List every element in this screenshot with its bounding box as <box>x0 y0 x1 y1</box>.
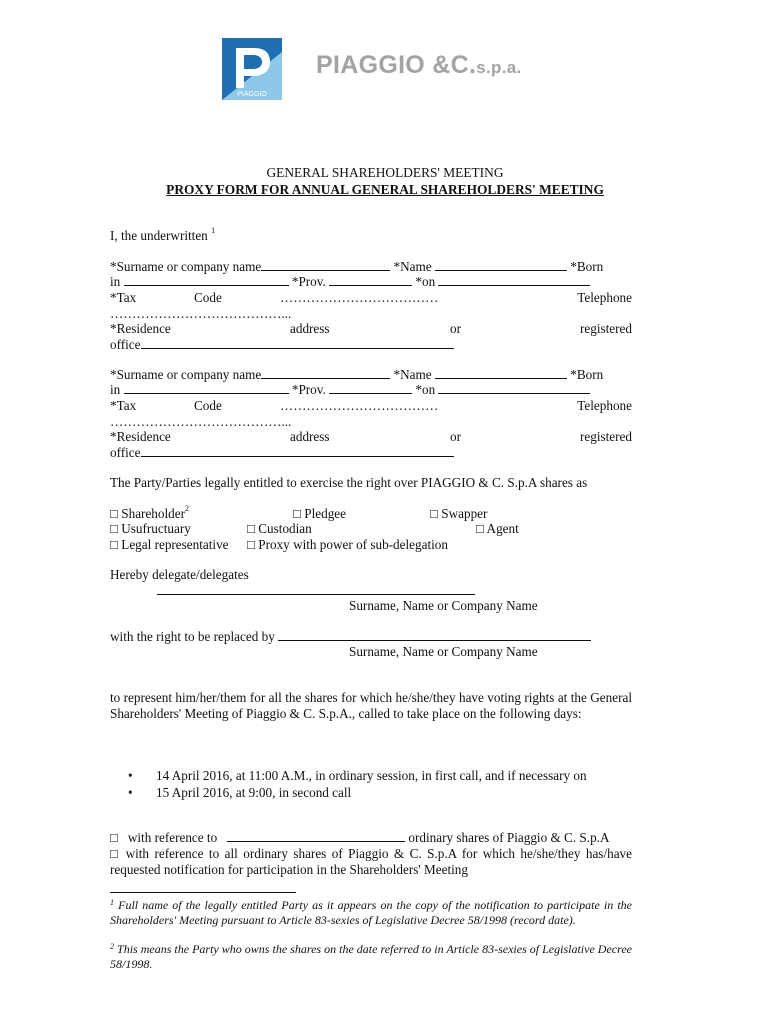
brand-rest: &C. <box>425 51 477 79</box>
party1-row6 <box>110 337 454 353</box>
birthplace-field[interactable] <box>124 382 289 394</box>
surname-label: *Surname or company name <box>110 367 262 382</box>
telephone-label: Telephone <box>577 290 632 305</box>
prov-field[interactable] <box>329 382 412 394</box>
address-label: address <box>290 321 330 336</box>
tax-code-field[interactable]: ……………………………… <box>280 398 439 413</box>
party2-row2 <box>110 382 632 398</box>
footnote-ref-1: 1 <box>211 226 216 235</box>
delegate-caption: Surname, Name or Company Name <box>349 598 538 613</box>
party2-row5 <box>110 429 632 445</box>
name-field[interactable] <box>435 259 567 271</box>
replacement-caption: Surname, Name or Company Name <box>349 644 538 659</box>
office-label: office <box>110 445 141 460</box>
footnote-number: 2 <box>110 942 114 951</box>
tax-label: *Tax <box>110 290 137 305</box>
prov-label: *Prov. <box>291 274 326 289</box>
prov-label: *Prov. <box>291 382 326 397</box>
role-proxy[interactable] <box>247 537 448 553</box>
role-pledgee[interactable] <box>293 506 346 522</box>
reference-row-2[interactable] <box>110 846 632 877</box>
reference-row-1[interactable] <box>110 830 632 846</box>
born-label: *Born <box>570 259 604 274</box>
checkbox[interactable]: □ <box>110 830 118 845</box>
represent-text: to represent him/her/them for all the shares for which he/she/they have voting rights at the General Shareholders' Meeting of Piaggio & C. S.p.A., called to take place on the following days: <box>110 690 632 721</box>
checkbox[interactable]: □ <box>476 521 484 536</box>
bullet: • <box>128 768 133 783</box>
birthdate-field[interactable] <box>438 382 590 394</box>
in-label: in <box>110 274 121 289</box>
role-usufructuary[interactable] <box>110 521 191 537</box>
checkbox[interactable]: □ <box>110 537 118 552</box>
code-label: Code <box>194 398 222 413</box>
party2-row3 <box>110 398 632 414</box>
office-label: office <box>110 337 141 352</box>
checkbox[interactable]: □ <box>110 846 121 861</box>
date-item-1 <box>128 768 587 784</box>
or-label: or <box>450 321 461 336</box>
born-label: *Born <box>570 367 604 382</box>
footnote-ref-2: 2 <box>184 504 189 513</box>
party2-row6 <box>110 445 454 461</box>
role-shareholder[interactable] <box>110 506 189 522</box>
date-text: 14 April 2016, at 11:00 A.M., in ordinary session, in first call, and if necessary on <box>156 768 587 783</box>
intro-text: I, the underwritten <box>110 228 208 243</box>
role-agent[interactable] <box>476 521 519 537</box>
form-title: PROXY FORM FOR ANNUAL GENERAL SHAREHOLDERS' MEETING <box>166 182 604 197</box>
or-label: or <box>450 429 461 444</box>
party1-row3 <box>110 290 632 306</box>
role-label: Proxy with power of sub-delegation <box>258 537 448 552</box>
role-label: Custodian <box>258 521 312 536</box>
role-label: Legal representative <box>121 537 229 552</box>
name-label: *Name <box>393 259 432 274</box>
on-label: *on <box>415 274 436 289</box>
telephone-label: Telephone <box>577 398 632 413</box>
prov-field[interactable] <box>329 274 412 286</box>
date-item-2 <box>128 785 352 801</box>
logo-caption: PIAGGIO <box>237 91 267 98</box>
residence-label: *Residence <box>110 321 171 336</box>
surname-field[interactable] <box>261 367 390 379</box>
checkbox[interactable]: □ <box>430 506 438 521</box>
registered-label: registered <box>580 429 632 444</box>
replace-label: with the right to be replaced by <box>110 629 275 644</box>
role-label: Swapper <box>441 506 488 521</box>
share-count-field[interactable] <box>227 830 405 842</box>
checkbox[interactable]: □ <box>110 521 118 536</box>
role-legal-representative[interactable] <box>110 537 229 553</box>
with-reference-label: with reference to <box>127 830 218 845</box>
birthplace-field[interactable] <box>124 274 289 286</box>
name-label: *Name <box>393 367 432 382</box>
party1-row1 <box>110 259 632 275</box>
checkbox[interactable]: □ <box>293 506 301 521</box>
piaggio-logo <box>222 38 282 100</box>
footnote-text: Full name of the legally entitled Party as it appears on the copy of the notification to participate in the Shareholders' Meeting pursuant to Article 83-sexies of Legislative Decree 58/1998 (record date). <box>110 898 632 927</box>
role-swapper[interactable] <box>430 506 487 522</box>
footnote-1 <box>110 898 632 927</box>
all-shares-text: with reference to all ordinary shares of Piaggio & C. S.p.A for which he/she/they has/have requested notification for participation in the Shareholders' Meeting <box>110 846 633 877</box>
tax-code-field[interactable]: ……………………………… <box>280 290 439 305</box>
address-label: address <box>290 429 330 444</box>
role-label: Usufructuary <box>121 521 191 536</box>
party1-row2 <box>110 274 632 290</box>
birthdate-field[interactable] <box>438 274 590 286</box>
role-label: Agent <box>486 521 519 536</box>
in-label: in <box>110 382 121 397</box>
ordinary-shares-label: ordinary shares of Piaggio & C. S.p.A <box>408 830 610 845</box>
code-label: Code <box>194 290 222 305</box>
surname-label: *Surname or company name <box>110 259 262 274</box>
residence-label: *Residence <box>110 429 171 444</box>
surname-field[interactable] <box>261 259 390 271</box>
footnote-divider <box>110 892 296 893</box>
telephone-field[interactable]: …………………………………... <box>110 414 292 429</box>
brand-main: PIAGGIO <box>316 51 426 79</box>
party1-row5 <box>110 321 632 337</box>
date-text: 15 April 2016, at 9:00, in second call <box>156 785 352 800</box>
registered-label: registered <box>580 321 632 336</box>
name-field[interactable] <box>435 367 567 379</box>
intro-line <box>110 228 215 244</box>
delegate-heading: Hereby delegate/delegates <box>110 567 249 582</box>
replace-row <box>110 629 591 645</box>
on-label: *on <box>415 382 436 397</box>
bullet: • <box>128 785 133 800</box>
checkbox[interactable]: □ <box>247 521 255 536</box>
company-name <box>316 51 522 80</box>
party2-row1 <box>110 367 632 383</box>
footnote-number: 1 <box>110 898 114 907</box>
delegate-name-field[interactable] <box>157 594 475 595</box>
replacement-field[interactable] <box>278 629 591 641</box>
role-label: Shareholder <box>121 506 185 521</box>
footnote-text: This means the Party who owns the shares on the date referred to in Article 83-sexies of Legislative Decree 58/1998. <box>110 942 632 971</box>
office-field[interactable] <box>141 445 454 457</box>
tax-label: *Tax <box>110 398 137 413</box>
entitled-text: The Party/Parties legally entitled to exercise the right over PIAGGIO & C. S.p.A shares as <box>110 475 588 490</box>
telephone-field[interactable]: …………………………………... <box>110 306 292 321</box>
office-field[interactable] <box>141 337 454 349</box>
brand-suffix: s.p.a. <box>476 58 522 77</box>
piaggio-logo-graphic <box>222 38 282 100</box>
checkbox[interactable]: □ <box>110 506 118 521</box>
role-custodian[interactable] <box>247 521 312 537</box>
checkbox[interactable]: □ <box>247 537 255 552</box>
role-label: Pledgee <box>304 506 347 521</box>
meeting-title: GENERAL SHAREHOLDERS' MEETING <box>266 165 504 180</box>
footnote-2 <box>110 942 632 971</box>
